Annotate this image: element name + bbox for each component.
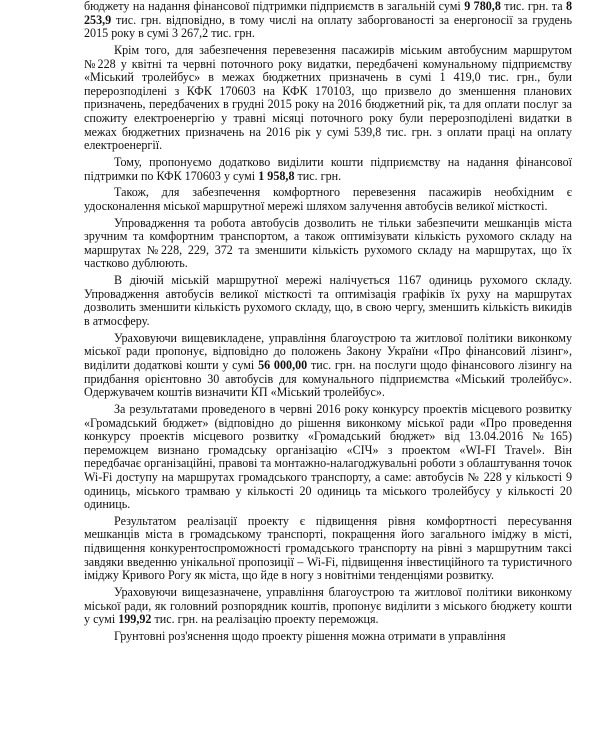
amount-bold: 8 253,9: [84, 0, 573, 27]
paragraph-7: [84, 332, 572, 400]
paragraph-6: [84, 274, 572, 328]
text-run: Упровадження та робота автобусів дозволить не тільки забезпечити мешканців міста зручним та комфортним транспортом, а також оптимізувати кількість рухомого складу на маршрутах №228, 229, 372 та зменшити кількість рухомого складу на маршрутах, що їх частково дублюють.: [84, 215, 572, 271]
text-run: Тому, пропонуємо додатково виділити кошти підприємству на надання фінансової підтримки по КФК 170603 у сумі: [84, 154, 572, 183]
text-run: бюджету на надання фінансової підтримки підприємств в загальній сумі: [84, 0, 465, 13]
text-run: Ураховуючи вищевикладене, управління благоустрою та житлової політики виконкому міської ради пропонує, відповідно до положень Закону України «Про фінансовий лізинг», виділити додаткові кошти у сумі: [84, 330, 572, 372]
text-run: Також, для забезпечення комфортного перевезення пасажирів необхідним є удосконалення міської маршрутної мережі шляхом залучення автобусів великої місткості.: [84, 185, 572, 213]
paragraph-2: [84, 44, 572, 153]
text-run: Результатом реалізації проекту є підвищення рівня комфортності пересування мешканців міста в громадському транспорті, покращення його загального іміджу в місті, підвищення конкурентоспроможності громадського транспорту на рівні з маршрутним таксі завдяки введенню унікальної пропозиції – Wi-Fi, підвищення інвестиційного та туристичного іміджу Кривого Рогу як міста, що йде в ногу з новітніми тенденціями розвитку.: [84, 513, 572, 583]
paragraph-10: [84, 586, 572, 627]
text-run: Грунтовні роз'яснення щодо проекту рішення можна отримати в управління: [114, 629, 506, 643]
text-run: Крім того, для забезпечення перевезення пасажирів міським автобусним маршрутом №228 у квітні та червні поточного року видатки, передбачені комунальному підприємству «Міський тролейбус» в межах бюджетних призначень в сумі 1 419,0 тис. грн., були перерозподілені з КФК 170603 на КФК 170103, що призвело до зменшення планових призначень, передбачених в грудні 2015 року на 2016 бюджетний рік, та для оплати послуг за спожиту електроенергію у травні місяці поточного року були перерозподілені видатки в межах бюджетних призначень на 2016 рік у сумі 539,8 тис. грн. з оплати праці на оплату електроенергії.: [84, 42, 572, 153]
paragraph-3: [84, 156, 572, 183]
text-run: тис. грн. та: [500, 0, 566, 13]
text-run: тис. грн. на послуги щодо фінансового лізингу на придбання орієнтовно 30 автобусів для комунального підприємства «Міський тролейбус». Одержувачем коштів визначити КП «Міський тролейбус».: [84, 357, 573, 400]
text-run: Ураховуючи вищезазначене, управління благоустрою та житлової політики виконкому міської ради, як головний розпорядник коштів, пропонує виділити з міського бюджету кошти у сумі: [84, 585, 572, 627]
paragraph-1: [84, 0, 572, 41]
amount-bold: 199,92: [118, 612, 152, 627]
paragraph-9: [84, 515, 572, 583]
document-body: [84, 0, 572, 647]
paragraph-5: [84, 217, 572, 271]
text-run: тис. грн. на реалізацію проекту переможця.: [151, 612, 379, 627]
paragraph-11: [84, 630, 572, 644]
amount-bold: 9 780,8: [464, 0, 501, 13]
text-run: тис. грн.: [294, 168, 342, 183]
paragraph-8: [84, 403, 572, 512]
text-run: За результатами проведеного в червні 2016 року конкурсу проектів місцевого розвитку «Громадський бюджет» (відповідно до рішення виконкому міської ради «Про проведення конкурсу проектів місцевого розвитку «Громадський бюджет» від 13.04.2016 №165) переможцем визнано громадську організацію «СІЧ» з проектом «WI-FI Travel». Він передбачає організаційні, правові та монтажно-налагоджувальні роботи з облаштування точок Wi-Fi доступу на маршрутах громадського транспорту, а саме: автобусів № 228 у кількості 9 одиниць, міського трамваю у кількості 20 одиниць та міського тролейбусу у кількості 20 одиниць.: [84, 401, 572, 512]
text-run: тис. грн. відповідно, в тому числі на оплату заборгованості за енергоносії за грудень 2015 року в сумі 3 267,2 тис. грн.: [84, 12, 572, 41]
amount-bold: 56 000,00: [258, 357, 308, 372]
text-run: В діючій міській маршрутної мережі налічується 1167 одиниць рухомого складу. Упровадження автобусів великої місткості та оптимізація графіків їх руху на маршрутах дозволить зменшити кількість рухомого складу, що, в свою чергу, зменшить кількість викидів в атмосферу.: [84, 273, 572, 328]
paragraph-4: [84, 186, 572, 213]
amount-bold: 1 958,8: [258, 168, 295, 183]
